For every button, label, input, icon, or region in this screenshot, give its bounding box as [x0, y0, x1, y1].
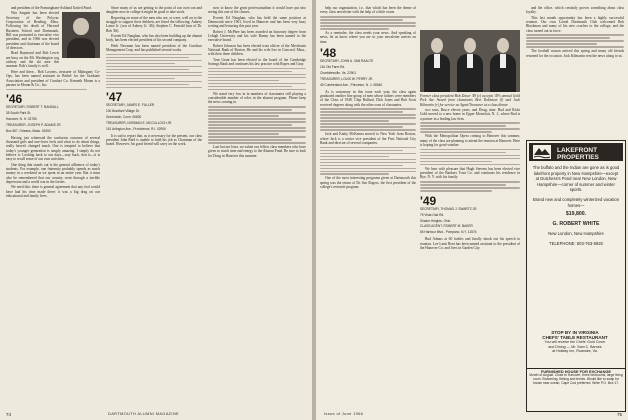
text-line	[106, 72, 202, 74]
lake-logo-icon	[533, 145, 551, 159]
treasurer-line: TREASURER, NORMAN E. MCCULLOCH JR.	[106, 120, 173, 125]
paragraph: As a reminder, the class needs your news. And speaking of news, let us know where you are so your newsletter arrives on time.	[320, 31, 416, 44]
text-line	[420, 125, 506, 127]
right-col-3	[526, 6, 624, 59]
text-line	[320, 16, 416, 18]
text-line	[420, 131, 492, 133]
text-line	[320, 120, 389, 122]
text-line	[320, 22, 416, 24]
class-heading-47: '47	[106, 90, 123, 105]
text-line	[420, 187, 520, 189]
photo-figure	[488, 30, 518, 92]
left-col-1	[6, 6, 100, 200]
portrait-photo	[62, 12, 100, 58]
secretary-line: SECRETARY, JOHN A. VAN RAALTE	[320, 59, 374, 64]
text-line	[420, 152, 506, 154]
text-line	[208, 142, 306, 144]
text-line	[106, 87, 202, 89]
text-line	[320, 150, 403, 152]
paragraph: Win Sargent has been elected Secretary of the Polyvac Corporation of Reading, Mass. Following his death of Harvard Business School and Dartmouth, Bill was promoted to executive vice president, and in 1966 was elected president and chairman of the board of directors.	[6, 11, 59, 51]
photo-figure	[422, 30, 452, 92]
text-line	[6, 89, 87, 91]
text-line	[420, 161, 492, 163]
text-line	[106, 69, 189, 71]
paragraph: Having just witnessed the confusion outcome of several thousand girls and one-lover feels and what to do about things, really haven't changed much. One is tempted to believe that today's younger generation is simply amazing. I simply do not believe it. Looking back to our days—way back, that is—it is easy to recall some of our own activities.	[6, 135, 100, 162]
paragraph: Here and there... Bob Lowens, treasurer of Mahogany Co-Ops, has been named assistant in Bethel for the Graduate Association and president of Conduct Co. Kenneth Moran is a partner in Moran & Co., Inc.	[6, 69, 100, 87]
text-line	[420, 122, 520, 124]
class-heading-46: '46	[6, 92, 23, 107]
class-heading-48: '48	[320, 46, 337, 61]
secretary-line: SECRETARY, THOMAS J. SWARTZ JR.	[420, 206, 478, 211]
text-line	[526, 46, 624, 48]
text-line	[526, 43, 597, 45]
ad-stop-name: CHEFS' TABLE RESTAURANT	[542, 335, 608, 341]
text-line	[320, 165, 403, 167]
page-footer: DARTMOUTH ALUMNI MAGAZINE	[108, 411, 179, 416]
text-line	[320, 123, 416, 125]
text-line	[208, 127, 306, 129]
text-line	[106, 75, 202, 77]
ad-price: $19,800.	[565, 211, 587, 218]
paragraph: and the office, which certainly proves something about class loyalty.	[526, 6, 624, 15]
paragraph: now to know the great professionalism it would have put into seeing this one of the classes.	[208, 6, 306, 15]
intro-text: and president of the Framingham-Ashland United Fund.	[11, 6, 92, 10]
text-line	[208, 80, 279, 82]
text-line	[320, 173, 389, 175]
text-line	[320, 126, 403, 128]
paragraph: This last month opportunity has been a highly successful reunion. Our own Lionel Dartmouth Club welcomed Bob Blackman and many of his new coaches to the college, and the class turned out in force.	[526, 15, 624, 33]
text-line	[320, 19, 403, 21]
secretary-line: SECRETARY, ROBERT T. RANDALL	[6, 105, 59, 110]
text-line	[106, 78, 175, 80]
text-line	[420, 181, 520, 183]
ad-body-text: The buffalo and the Indian are gone as is good lakefront property in New Hampshire—except at Dutchess's Pond near New London, New Hampshire—corner of summer and winter sports.	[532, 165, 620, 193]
house-exchange-ad	[526, 368, 626, 412]
paragraph: As is customary in this issue each year, the class again graduated another fine group of men whose fathers were members of the Class of 1948. Chip Bullard, Dick Jones and Bob Scott received degrees along with the other sons of classmates.	[320, 89, 416, 107]
text-line	[208, 86, 292, 88]
text-line	[320, 147, 416, 149]
treasurer-address: 161 Arlington Ave., Providence, R.I. 02906	[106, 126, 166, 131]
paragraph: Herb Newman has been named president of the Goodson Management Corp. and has published several works.	[106, 43, 202, 53]
ad-title	[557, 147, 599, 161]
secretary-city: Greenwich, Conn. 06830	[106, 115, 142, 120]
text-line	[208, 109, 292, 111]
text-line	[526, 40, 624, 42]
treasurer-line: TREASURER, LOUIS W. PERRY JR.	[320, 76, 374, 81]
paragraph: The football season arrived this spring and many old friends returned for the occasion. Jack Kilmartin sent the news along to us.	[526, 49, 624, 58]
class-agent-line: CLASS AGENT, ROBERT M. BAKER	[420, 224, 473, 229]
text-line	[106, 63, 175, 65]
paragraph: Tom Grant has been elected to the board of the Cambridge Savings Bank and continues his law practice with Ropes and Gray.	[208, 57, 306, 67]
text-line	[106, 54, 202, 56]
ad-stop-title: STOP BY IN VIRGINIA	[551, 330, 599, 335]
text-line	[420, 190, 492, 192]
paragraph: We hear with pleasure that Hugh Stevens has been elected vice president of the Bankers Trust Co. and continues his residence in Rye, N. Y. with his family.	[420, 166, 520, 180]
paragraph: Last but not least, we salute our fellow class members who have given so much time and energy to the Alumni Fund. Be sure to look for Doug in Hanover this summer.	[208, 144, 306, 158]
secretary-address: 75 Vista Oak Rd.	[420, 212, 445, 217]
ad-body-text-2: Brand new and completely winterized vacation homes—	[532, 196, 620, 208]
ad-title-band	[529, 143, 623, 161]
paragraph: Everett Ed Naughan, who has held the same position at Dartmouth since 1961, lived in Hanover and has been very busy writing and lecturing this past year.	[208, 15, 306, 29]
secretary-line: SECRETARY, JAMES E. FULLER	[106, 103, 155, 108]
text-line	[106, 57, 189, 59]
text-line	[420, 149, 520, 151]
paragraph: One of the most interesting programs given at Dartmouth this spring was the return of Dr. Jim Rogers, the first president of the college's research program.	[320, 176, 416, 190]
text-line	[420, 184, 506, 186]
secretary-address: 100 Bradford Village Dr.	[106, 109, 140, 114]
left-col-3	[208, 6, 306, 159]
secretary-address: 35 South Park St.	[6, 111, 31, 116]
paragraph: We stand very low in in numbers of classmates still playing a considerable number of roles in the alumni program. Please keep the news coming in.	[208, 91, 306, 105]
paragraph: Jack and Kathy McKenna moved to New York from Boston, where Jack is a senior vice president of the First National City Bank and director of several companies.	[320, 132, 416, 145]
ad-stop-line: at Holiday Inn, Roanoke, Va.	[552, 348, 598, 353]
text-line	[320, 129, 416, 131]
ad-stop-line: You will receive the Chefs' Gold Cover	[544, 340, 606, 345]
text-line	[208, 77, 306, 79]
text-line	[106, 66, 202, 68]
ad-title-line2: PROPERTIES	[557, 154, 599, 161]
text-line	[320, 28, 389, 30]
paragraph: One thing that stands out is the general affluence of today's students. For example, one fraternity probably spends as much money in a weekend as we spent in an entire year. But it must also be remembered that our country went through a terrible depression and a world war in the forties.	[6, 162, 100, 185]
text-line	[320, 159, 416, 161]
text-line	[420, 164, 520, 166]
text-line	[420, 158, 520, 160]
text-line	[420, 155, 520, 157]
page-number: 75	[616, 412, 622, 417]
text-line	[208, 74, 306, 76]
paragraph: Bud Adams at 60 bottles and finally shook out his speech to reunion. Lee Lanti Rent has been named assistant to the president of the Hanover Co. and lives in Garden City.	[420, 237, 520, 250]
secretary-city: Shaker Heights, Ohio	[420, 218, 451, 223]
left-col-2	[106, 6, 202, 148]
text-line	[208, 118, 306, 120]
text-line	[320, 153, 416, 155]
three-men-photo	[420, 30, 520, 92]
treasurer-address: Box 657, Orleans, Mass. 02653	[6, 128, 51, 133]
text-line	[320, 171, 416, 173]
paragraph: It is sad to report that, as is necessary for the present, our class president John Reid is unable to hold his job as Chairman of the board. However, his good friend will carry on the work.	[106, 133, 202, 147]
paragraph: help our organization, i.e., that which has been the theme of every class newsletter with the help of a little sweat.	[320, 6, 416, 15]
text-line	[208, 121, 306, 123]
text-line	[320, 117, 416, 119]
ad-agent-name: G. ROBERT WHITE	[552, 220, 600, 227]
text-line	[208, 115, 279, 117]
text-line	[208, 89, 306, 91]
text-line	[208, 136, 306, 138]
paragraph: Reporting on some of the men who are, or were, well on to the struggle to support their children, are listed the following: Aubrey Lance Jr. (son of Aubrey Jr. '46); Stephen C. Fernald (son of Dr. Bob '46).	[106, 15, 202, 33]
text-line	[208, 130, 306, 132]
paragraph: Brad Raymond and Bob Lewis are busy on the Mt. Washington cog railway and the ski area this summer. Bob's family is well.	[6, 51, 59, 69]
right-col-2	[420, 94, 520, 251]
text-line	[208, 124, 292, 126]
text-line	[320, 108, 416, 110]
text-line	[320, 162, 416, 164]
paragraph: two sons, Bruce eleven years, and Doug, nine. Bud and Ricki Gold moved to a new home in Upper Montclair, N. J., where Bud is a partner in a leading law firm.	[420, 108, 520, 121]
secretary-city: Charlottesville, Va. 22901	[320, 70, 357, 75]
paragraph: We need this: there is general agreement that any fool would have had his time made there; it was a big drag on our educational and family lives.	[6, 185, 100, 199]
text-line	[106, 60, 202, 62]
text-line	[420, 128, 520, 130]
text-line	[208, 106, 306, 108]
text-line	[320, 111, 403, 113]
text-line	[320, 168, 416, 170]
text-line	[208, 68, 306, 70]
ad-title-line1: LAKEFRONT	[557, 147, 598, 154]
class-agent-address: 65 Harbour Blvd., Pompano, N.Y. 11576	[420, 230, 477, 235]
text-line	[320, 156, 389, 158]
ad-furn-body: Month of August. Close to Hanover, three bedrooms, large living room. Swimming, fishing and tennis. Would like to swap for house near ocean, Cape Cod preferred. Write P.O. Box 17.	[529, 373, 623, 386]
text-line	[208, 139, 292, 141]
treasurer-line: TREASURER, JOSEPH P. ADAMS JR.	[6, 122, 62, 127]
page-number: 74	[6, 412, 12, 417]
text-line	[526, 37, 610, 39]
ad-phone: TELEPHONE: 603-763-5926	[549, 240, 603, 246]
text-line	[208, 133, 279, 135]
right-page	[316, 0, 628, 420]
ad-stop-line: and Dining — Mr. Sam C. Barnes	[548, 344, 602, 349]
text-line	[208, 112, 306, 114]
text-line	[208, 83, 306, 85]
right-col-1	[320, 6, 416, 191]
photo-figure	[455, 30, 485, 92]
ad-furn-title: FURNISHED HOUSE FOR EXCHANGE	[540, 369, 612, 374]
secretary-city: Hanover, N. H. 03755	[6, 116, 37, 121]
paragraph: Robert Johnson has been elected trust officer of the Merchants National Bank of Boston. He and his wife live in Concord, Mass., with their three children.	[208, 43, 306, 57]
page-footer: Issue of June 1966	[324, 411, 364, 416]
secretary-address: 116 Old Farm Rd.	[320, 64, 346, 69]
text-line	[106, 81, 202, 83]
paragraph: With the Metropolitan Opera coming to Hanover this summer, many of the class are planning to attend the reunion at Hanover. Here is hoping for good weather.	[420, 134, 520, 148]
class-heading-49: '49	[420, 193, 437, 208]
virginia-restaurant-ad	[526, 330, 624, 368]
ad-agent-location: New London, New Hampshire	[548, 231, 604, 237]
text-line	[526, 34, 624, 36]
paragraph: Everett Ed Naughan, who has also been building up the alumni body, has been elected president of his second company.	[106, 34, 202, 43]
left-page	[0, 0, 312, 420]
treasurer-address: 49 Cumberland Ave., Princeton, N. J. 08540	[320, 82, 383, 87]
text-line	[320, 114, 416, 116]
text-line	[208, 71, 292, 73]
text-line	[320, 25, 416, 27]
paragraph: Robert J. McPhee has been awarded an honorary degree from Lehigh University and his wife Bunny has been named to the executive board.	[208, 29, 306, 43]
paragraph: Since many of us are getting to the point of our own son and daughter now in college it might be good to take stock.	[106, 6, 202, 15]
photo-caption: Former class president Bob Zeiser '49 (c) accepts '49's annual Gold Pick Axe Award from classmates Bert Robinson (l) and Jack Kilmartin (r) for service as Agent/Treasurer at a class dinner.	[420, 94, 520, 107]
text-line	[106, 84, 189, 86]
